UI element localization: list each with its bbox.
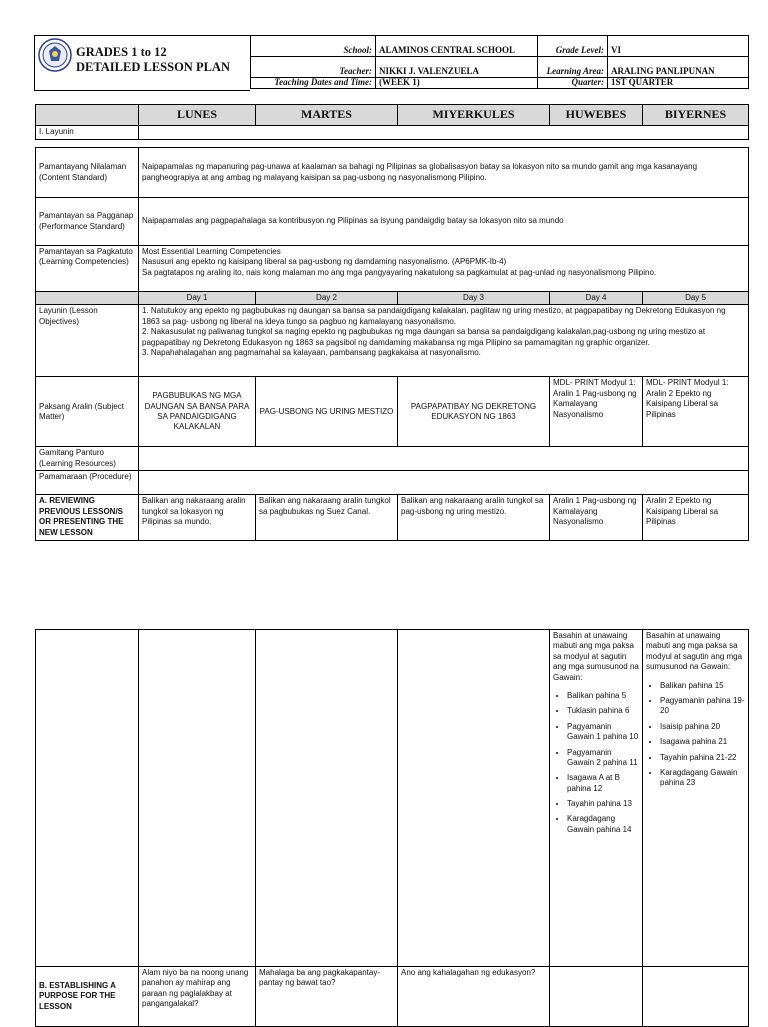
subject-day-5: MDL- PRINT Modyul 1: Aralin 2 Epekto ng Kaisipang Liberal sa Pilipinas: [643, 377, 749, 447]
school-value: ALAMINOS CENTRAL SCHOOL: [376, 36, 538, 57]
activities-intro-day-5: Basahin at unawaing mabuti ang mga paksa sa modyul at sagutin ang mga sumusunod na Gawain:: [646, 631, 743, 672]
day-header-5: BIYERNES: [643, 105, 749, 126]
competencies-line-1: Most Essential Learning Competencies: [142, 247, 281, 256]
subject-matter-label: Paksang Aralin (Subject Matter): [36, 377, 139, 447]
review-day-4: Aralin 1 Pag-usbong ng Kamalayang Nasyonalismo: [550, 495, 643, 541]
day-label-4: Day 4: [550, 292, 643, 305]
purpose-day-3: Ano ang kahalagahan ng edukasyon?: [398, 967, 550, 1027]
list-item: • Pagyamanin pahina 19-20: [660, 696, 745, 717]
list-item: • Isagawa A at B pahina 12: [567, 773, 639, 794]
day-header-1: LUNES: [139, 105, 256, 126]
layunin-label: I. Layunin: [36, 125, 139, 139]
school-label: School:: [251, 36, 376, 57]
subject-day-1: PAGBUBUKAS NG MGA DAUNGAN SA BANSA PARA SA PANDAIGDIGANG KALAKALAN: [139, 377, 256, 447]
content-standard-text: Naipapamalas ng mapanuring pag-unawa at kaalaman sa bahagi ng Pilipinas sa globalisasyon batay sa lokasyon nito sa mundo gamit ang mga kasanayang pangheograpiya at ang ambag ng malayang kaisipan sa pag-usbong ng nasyonalismong Pilipino.: [139, 148, 749, 198]
performance-standard-label: Pamantayan sa Pagganap (Performance Standard): [36, 198, 139, 246]
content-standard-label: Pamantayang Nilalaman (Content Standard): [36, 148, 139, 198]
lesson-table-page-2: [35, 629, 749, 1027]
resources-label: Gamitang Panturo (Learning Resources): [36, 447, 139, 471]
day-label-5: Day 5: [643, 292, 749, 305]
objective-1: 1. Natutukoy ang epekto ng pagbubukas ng daungan sa bansa sa pandaigdigang kalakalan, paglitaw ng uring mestizo, at pagpapatibay ng Dekretong Edukasyon ng 1863 sa pag- usbong ng liberal na ideya tungo sa pagbuo ng kamalayang nasyonalismo.: [142, 306, 726, 326]
purpose-day-1: Alam niyo ba na noong unang panahon ay mahirap ang paraan ng paglalakbay at pangangalakal?: [139, 967, 256, 1027]
list-item: • Tayahin pahina 21-22: [660, 753, 745, 763]
day-header-4: HUWEBES: [550, 105, 643, 126]
competencies-label: Pamantayan sa Pagkatuto (Learning Competencies): [36, 246, 139, 292]
subject-day-3: PAGPAPATIBAY NG DEKRETONG EDUKASYON NG 1863: [398, 377, 550, 447]
activities-day-4: [550, 630, 643, 967]
review-day-5: Aralin 2 Epekto ng Kaisipang Liberal sa Pilipinas: [643, 495, 749, 541]
competencies-cell: [139, 246, 749, 292]
title-line-2: DETAILED LESSON PLAN: [76, 60, 230, 74]
review-label: A. REVIEWING PREVIOUS LESSON/S OR PRESENTING THE NEW LESSON: [36, 495, 139, 541]
day-label-3: Day 3: [398, 292, 550, 305]
day-label-2: Day 2: [256, 292, 398, 305]
day-header-3: MIYERKULES: [398, 105, 550, 126]
area-value: ARALING PANLIPUNAN: [608, 57, 749, 78]
lesson-table: [35, 147, 749, 541]
activities-day-5: [643, 630, 749, 967]
objectives-label: Layunin (Lesson Objectives): [36, 305, 139, 377]
performance-standard-text: Naipapamalas ang pagpapahalaga sa kontribusyon ng Pilipinas sa isyung pandaigdig batay sa lokasyon nito sa mundo: [139, 198, 749, 246]
subject-day-2: PAG-USBONG NG URING MESTIZO: [256, 377, 398, 447]
list-item: • Balikan pahina 15: [660, 681, 745, 691]
quarter-label: Quarter:: [538, 78, 608, 89]
purpose-label: B. ESTABLISHING A PURPOSE FOR THE LESSON: [36, 967, 139, 1027]
days-table: [35, 104, 749, 140]
list-item: • Karagdagang Gawain pahina 14: [567, 814, 639, 835]
list-item: • Balikan pahina 5: [567, 691, 639, 701]
dates-value: (WEEK 1): [376, 78, 538, 89]
list-item: • Pagyamanin Gawain 2 pahina 11: [567, 748, 639, 769]
list-item: • Isagawa pahina 21: [660, 737, 745, 747]
title-line-1: GRADES 1 to 12: [76, 45, 167, 59]
competencies-line-2: Nasusuri ang epekto ng kaisipang liberal sa pag-usbong ng damdaming nasyonalismo. (AP6PMK-Ib-4): [142, 257, 507, 267]
area-label: Learning Area:: [538, 57, 608, 78]
objective-3: 3. Napahahalagahan ang pagmamahal sa kalayaan, pambansang pagkakaisa at nasyonalismo.: [142, 347, 481, 357]
teacher-label: Teacher:: [251, 57, 376, 78]
list-item: • Isaisip pahina 20: [660, 722, 745, 732]
activities-intro-day-4: Basahin at unawaing mabuti ang mga paksa sa modyul at sagutin ang mga sumusunod na Gawain:: [553, 631, 639, 682]
review-day-1: Balikan ang nakaraang aralin tungkol sa lokasyon ng Pilipinas sa mundo.: [139, 495, 256, 541]
header-info-table: [250, 35, 749, 89]
review-day-2: Balikan ang nakaraang aralin tungkol sa pagbubukas ng Suez Canal.: [256, 495, 398, 541]
procedure-label: Pamamaraan (Procedure): [36, 471, 139, 495]
list-item: • Pagyamanin Gawain 1 pahina 10: [567, 722, 639, 743]
dates-label: Teaching Dates and Time:: [251, 78, 376, 89]
competencies-line-3: Sa pagtatapos ng araling ito, nais kong malaman mo ang mga pangyayaring nakatulong sa pagkamulat at pag-unlad ng nasyonalismong Pilipino.: [142, 267, 657, 277]
quarter-value: 1ST QUARTER: [608, 78, 749, 89]
activities-list-day-5: [646, 681, 745, 789]
list-item: • Tayahin pahina 13: [567, 799, 639, 809]
list-item: • Karagdagang Gawain pahina 23: [660, 768, 745, 789]
grade-label: Grade Level:: [538, 36, 608, 57]
list-item: • Tuklasin pahina 6: [567, 706, 639, 716]
activities-list-day-4: [553, 691, 639, 835]
teacher-value: NIKKI J. VALENZUELA: [376, 57, 538, 78]
days-corner: [36, 105, 139, 126]
purpose-day-2: Mahalaga ba ang pagkakapantay-pantay ng bawat tao?: [256, 967, 398, 1027]
grade-value: VI: [608, 36, 749, 57]
review-day-3: Balikan ang nakaraang aralin tungkol sa pag-usbong ng uring mestizo.: [398, 495, 550, 541]
day-header-2: MARTES: [256, 105, 398, 126]
objectives-cell: [139, 305, 749, 377]
day-label-1: Day 1: [139, 292, 256, 305]
objective-2: 2. Nakasusulat ng paliwanag tungkol sa naging epekto ng pagbubukas ng mga daungan sa bansa sa pandaigdigang kalakalan,pag-usbong ng uring mestizo at pagpapatibay ng Dekretong Edukasyon ng 1863 sa pagsibol ng damdaming makabansa ng mga Pilipino sa pamamagitan ng graphic organizer.: [142, 327, 706, 347]
title-box: [34, 35, 250, 91]
subject-day-4: MDL- PRINT Modyul 1: Aralin 1 Pag-usbong ng Kamalayang Nasyonalismo: [550, 377, 643, 447]
